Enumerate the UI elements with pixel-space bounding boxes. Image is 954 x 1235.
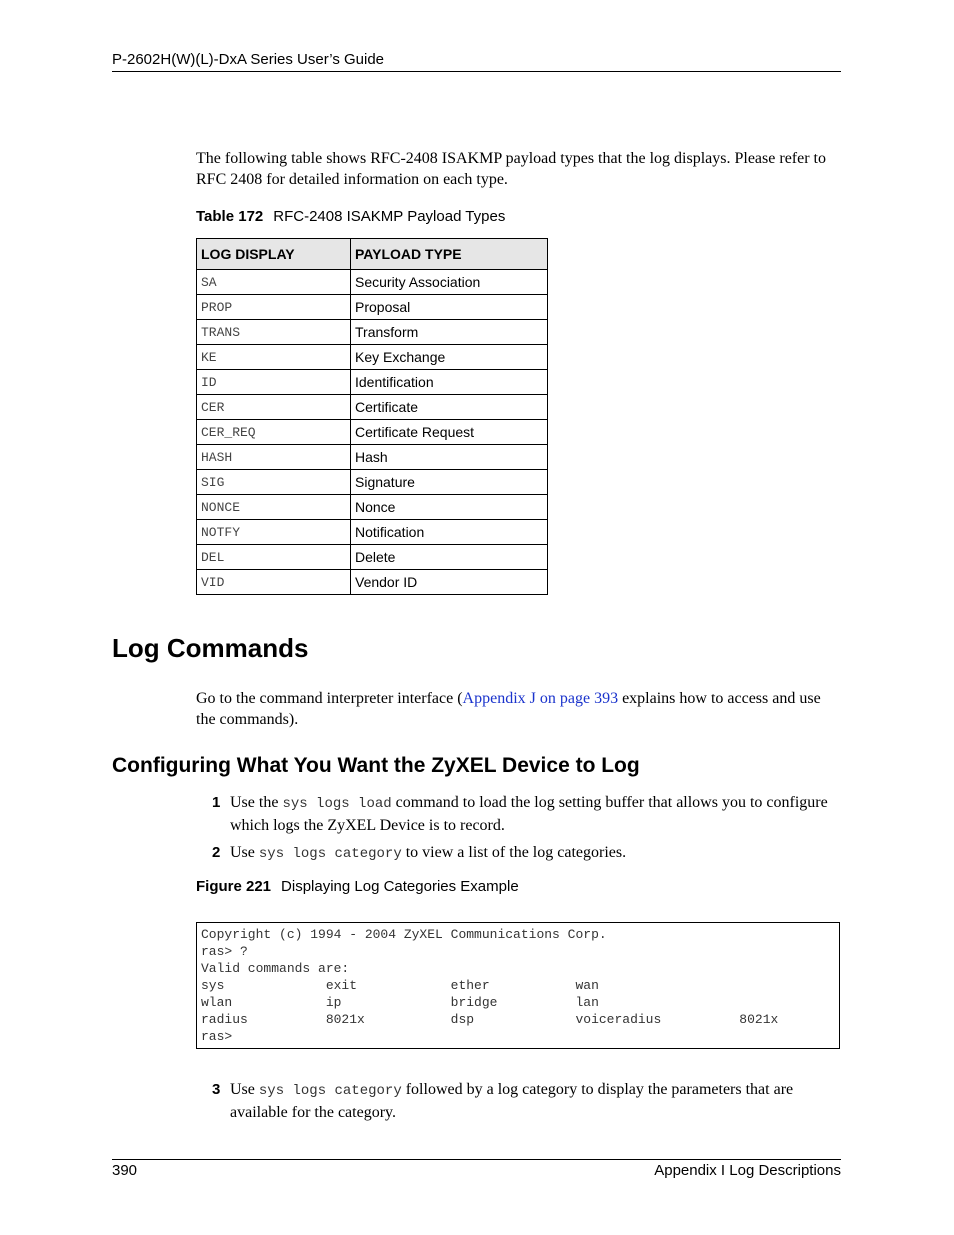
appendix-j-link[interactable]: Appendix J on page 393 xyxy=(462,690,619,707)
payload-type-cell: Vendor ID xyxy=(351,570,548,595)
step-text: command to load the log setting buffer that allows you to configure which logs the ZyXEL Device is to record. xyxy=(230,794,828,834)
log-display-cell: KE xyxy=(197,345,351,370)
step-command: sys logs load xyxy=(282,796,392,812)
payload-type-cell: Certificate Request xyxy=(351,420,548,445)
payload-type-cell: Nonce xyxy=(351,495,548,520)
console-line: ras> ? xyxy=(201,944,248,959)
console-line: sys exit ether wan xyxy=(201,978,599,993)
log-display-cell: NONCE xyxy=(197,495,351,520)
log-display-cell: CER_REQ xyxy=(197,420,351,445)
table-row xyxy=(197,545,548,570)
intro-paragraph: The following table shows RFC-2408 ISAKMP payload types that the log displays. Please refer to RFC 2408 for detailed information on each type. xyxy=(196,150,826,188)
step-text: Use xyxy=(230,844,259,861)
payload-type-cell: Key Exchange xyxy=(351,345,548,370)
table-row xyxy=(197,495,548,520)
log-display-cell: DEL xyxy=(197,545,351,570)
console-line: Copyright (c) 1994 - 2004 ZyXEL Communications Corp. xyxy=(201,927,607,942)
console-line: Valid commands are: xyxy=(201,961,350,976)
table-row xyxy=(197,420,548,445)
payload-type-cell: Identification xyxy=(351,370,548,395)
console-line: ras> xyxy=(201,1029,233,1044)
paragraph-text-after: explains how to access and use the commands). xyxy=(196,690,821,728)
step-number: 3 xyxy=(212,1081,221,1098)
step-text: followed by a log category to display the parameters that are available for the category. xyxy=(230,1081,794,1121)
figure-caption-text: Displaying Log Categories Example xyxy=(281,878,519,895)
header-rule xyxy=(112,71,841,72)
table-row xyxy=(197,295,548,320)
step-item xyxy=(212,1079,841,1123)
log-display-cell: HASH xyxy=(197,445,351,470)
step-text: Use xyxy=(230,1081,259,1098)
running-header: P-2602H(W)(L)-DxA Series User’s Guide xyxy=(112,51,385,68)
table-row xyxy=(197,345,548,370)
console-line: radius 8021x dsp voiceradius 8021x xyxy=(201,1012,779,1027)
payload-type-cell: Transform xyxy=(351,320,548,345)
step-text: to view a list of the log categories. xyxy=(401,844,627,861)
table-row xyxy=(197,270,548,295)
payload-type-cell: Notification xyxy=(351,520,548,545)
log-display-cell: PROP xyxy=(197,295,351,320)
console-example-box xyxy=(196,922,840,1049)
paragraph-text-before: Go to the command interpreter interface ( xyxy=(196,690,463,707)
column-header-log-display: LOG DISPLAY xyxy=(197,239,351,270)
log-display-cell: VID xyxy=(197,570,351,595)
log-display-cell: SIG xyxy=(197,470,351,495)
footer-section: Appendix I Log Descriptions xyxy=(654,1162,841,1179)
table-header-row xyxy=(197,239,548,270)
payload-type-cell: Certificate xyxy=(351,395,548,420)
log-display-cell: ID xyxy=(197,370,351,395)
table-row xyxy=(197,520,548,545)
step-command: sys logs category xyxy=(258,846,402,862)
payload-type-cell: Security Association xyxy=(351,270,548,295)
table-caption xyxy=(196,208,505,225)
step-number: 1 xyxy=(212,794,221,811)
step-command: sys logs category xyxy=(258,1083,402,1099)
payload-type-cell: Hash xyxy=(351,445,548,470)
table-caption-label: Table 172 xyxy=(196,208,264,225)
table-row xyxy=(197,395,548,420)
log-display-cell: TRANS xyxy=(197,320,351,345)
footer-rule xyxy=(112,1159,841,1160)
page-number: 390 xyxy=(112,1162,138,1179)
console-line: wlan ip bridge lan xyxy=(201,995,599,1010)
payload-type-cell: Delete xyxy=(351,545,548,570)
table-row xyxy=(197,470,548,495)
log-display-cell: NOTFY xyxy=(197,520,351,545)
table-row xyxy=(197,445,548,470)
figure-caption-label: Figure 221 xyxy=(196,878,272,895)
subsection-heading: Configuring What You Want the ZyXEL Device to Log xyxy=(112,754,640,777)
section-heading: Log Commands xyxy=(112,633,309,663)
command-interpreter-paragraph xyxy=(196,688,841,730)
payload-type-cell: Signature xyxy=(351,470,548,495)
payload-type-cell: Proposal xyxy=(351,295,548,320)
log-display-cell: CER xyxy=(197,395,351,420)
step-text: Use the xyxy=(230,794,283,811)
step-item xyxy=(212,792,841,836)
column-header-payload-type: PAYLOAD TYPE xyxy=(351,239,548,270)
step-item xyxy=(212,842,841,865)
log-display-cell: SA xyxy=(197,270,351,295)
table-row xyxy=(197,570,548,595)
payload-types-table xyxy=(196,238,548,595)
table-row xyxy=(197,320,548,345)
table-caption-text: RFC-2408 ISAKMP Payload Types xyxy=(273,208,506,225)
step-number: 2 xyxy=(212,844,221,861)
table-row xyxy=(197,370,548,395)
figure-caption xyxy=(196,878,519,895)
